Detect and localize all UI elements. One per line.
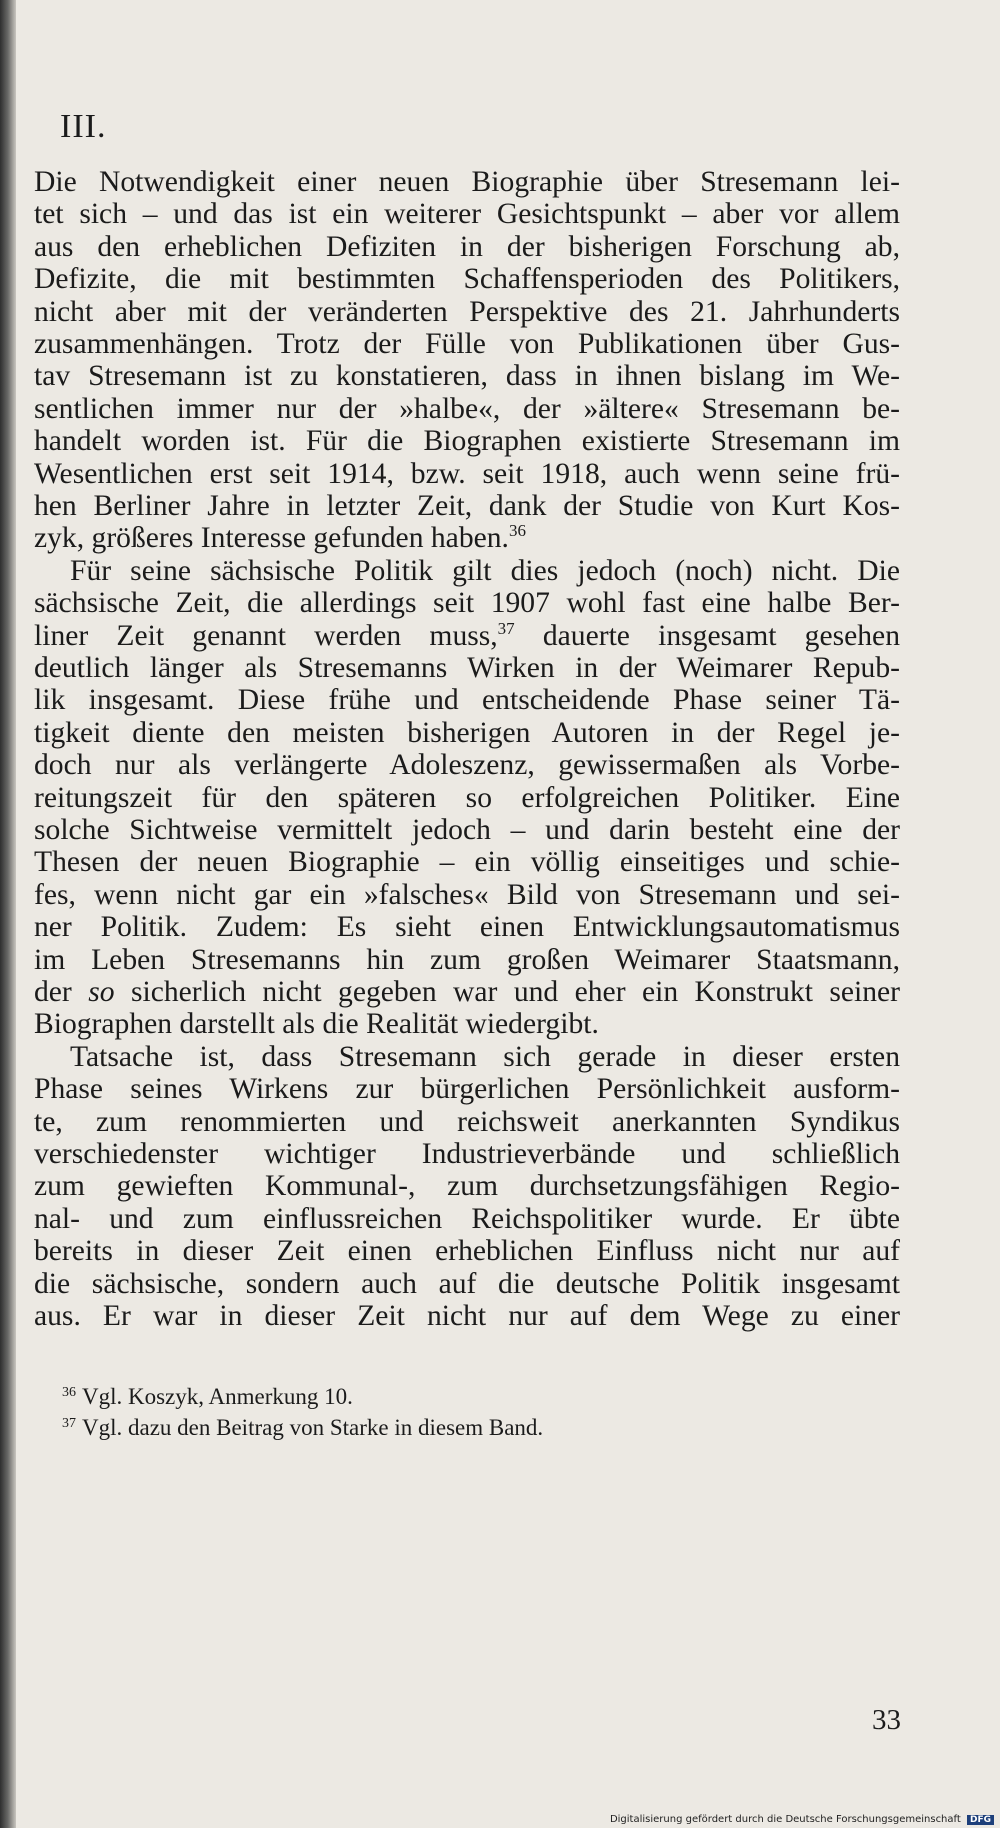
dfg-logo: DFG	[967, 1815, 994, 1825]
line-text: Biographen darstellt als die Realität wiedergibt.	[34, 1008, 599, 1041]
text-line	[34, 164, 900, 200]
line-text: solche Sichtweise vermittelt jedoch – und darin besteht eine der	[34, 814, 900, 846]
text-line	[34, 780, 900, 816]
line-text: nicht aber mit der veränderten Perspektive des 21. Jahrhunderts	[34, 295, 900, 328]
line-text: im Leben Stresemanns hin zum großen Weimarer Staatsmann,	[34, 943, 900, 976]
line-text: tigkeit diente den meisten bisherigen Autoren in der Regel je-	[34, 716, 900, 749]
line-text: deutlich länger als Stresemanns Wirken in der Weimarer Repub-	[34, 652, 900, 684]
text-line	[34, 358, 900, 394]
line-text: ner Politik. Zudem: Es sieht einen Entwicklungsautomatismus	[34, 911, 900, 944]
footnote-number: 36	[62, 1385, 76, 1400]
emphasis: so	[88, 976, 115, 1008]
line-text: aus den erheblichen Defiziten in der bisherigen Forschung ab,	[34, 230, 900, 263]
line-text: fes, wenn nicht gar ein »falsches« Bild von Stresemann und sei-	[34, 878, 900, 911]
text-line	[34, 229, 900, 265]
text-line	[34, 1136, 900, 1172]
text-line	[34, 585, 900, 621]
text-line	[34, 294, 900, 330]
line-text: Für seine sächsische Politik gilt dies jedoch (noch) nicht. Die	[70, 554, 900, 587]
line-text: tet sich – und das ist ein weiterer Gesichtspunkt – aber vor allem	[34, 198, 900, 231]
section-heading: III.	[60, 108, 107, 145]
line-text: reitungszeit für den späteren so erfolgreichen Politiker. Eine	[34, 781, 900, 814]
line-text: doch nur als verlängerte Adoleszenz, gewissermaßen als Vorbe-	[34, 749, 900, 782]
line-text: Die Notwendigkeit einer neuen Biographie über Stresemann lei-	[34, 166, 900, 198]
text-line	[34, 1298, 900, 1334]
text-line	[34, 456, 900, 492]
text-line	[34, 909, 900, 945]
text-line	[34, 488, 900, 524]
line-text: verschiedenster wichtiger Industrieverbände und schließlich	[34, 1138, 900, 1170]
line-text: Defizite, die mit bestimmten Schaffensperioden des Politikers,	[34, 263, 900, 296]
text-line	[34, 682, 900, 718]
line-text: sächsische Zeit, die allerdings seit 1907 wohl fast eine halbe Ber-	[34, 587, 900, 620]
text-line	[34, 812, 900, 848]
text-line	[34, 844, 900, 880]
line-text: der so sicherlich nicht gegeben war und eher ein Konstrukt seiner	[34, 976, 900, 1008]
text-line	[34, 1233, 900, 1269]
footnote-37	[62, 1414, 543, 1442]
text-line	[34, 715, 900, 751]
text-line	[34, 1071, 900, 1107]
line-text: hen Berliner Jahre in letzter Zeit, dank der Studie von Kurt Kos-	[34, 490, 900, 522]
text-line	[34, 942, 900, 978]
text-line	[34, 974, 900, 1010]
text-line	[34, 1104, 900, 1140]
line-text: Wesentlichen erst seit 1914, bzw. seit 1918, auch wenn seine frü-	[34, 457, 900, 490]
line-text: die sächsische, sondern auch auf die deutsche Politik insgesamt	[34, 1267, 900, 1300]
text-line	[34, 520, 900, 556]
text-line	[34, 391, 900, 427]
line-text: te, zum renommierten und reichsweit anerkannten Syndikus	[34, 1105, 900, 1138]
digitization-credit	[610, 1814, 994, 1825]
footnote-text: Vgl. Koszyk, Anmerkung 10.	[82, 1384, 353, 1409]
line-text: aus. Er war in dieser Zeit nicht nur auf dem Wege zu einer	[34, 1300, 900, 1332]
line-text-continuation: dauerte insgesamt gesehen	[514, 619, 900, 652]
text-line	[34, 618, 900, 654]
text-line	[70, 1039, 900, 1075]
line-text: Thesen der neuen Biographie – ein völlig einseitiges und schie-	[34, 846, 900, 879]
line-text: Phase seines Wirkens zur bürgerlichen Persönlichkeit ausform-	[34, 1073, 900, 1106]
line-text: tav Stresemann ist zu konstatieren, dass in ihnen bislang im We-	[34, 360, 900, 393]
text-line	[34, 196, 900, 232]
footnote-reference[interactable]: 36	[508, 521, 526, 541]
line-text: nal- und zum einflussreichen Reichspolitiker wurde. Er übte	[34, 1202, 900, 1235]
text-line	[34, 261, 900, 297]
line-text: liner Zeit genannt werden muss,	[34, 619, 498, 652]
line-text: zyk, größeres Interesse gefunden haben.	[34, 522, 509, 555]
text-line	[34, 326, 900, 362]
footnote-reference[interactable]: 37	[497, 618, 515, 638]
line-text: zum gewieften Kommunal-, zum durchsetzungsfähigen Regio-	[34, 1170, 900, 1203]
line-text: zusammenhängen. Trotz der Fülle von Publikationen über Gus-	[34, 328, 900, 360]
page-number: 33	[872, 1704, 901, 1736]
text-line	[34, 1266, 900, 1302]
text-line	[34, 1201, 900, 1237]
line-text: lik insgesamt. Diese frühe und entscheidende Phase seiner Tä-	[34, 684, 900, 717]
text-line	[34, 1168, 900, 1204]
text-line	[34, 650, 900, 686]
digitization-note: Digitalisierung gefördert durch die Deutsche Forschungsgemeinschaft	[609, 1814, 961, 1825]
line-text: Tatsache ist, dass Stresemann sich gerade in dieser ersten	[70, 1040, 900, 1073]
text-line	[34, 423, 900, 459]
footnote-number: 37	[62, 1416, 76, 1431]
text-line	[34, 747, 900, 783]
text-line	[34, 877, 900, 913]
line-text: handelt worden ist. Für die Biographen existierte Stresemann im	[34, 425, 900, 458]
footnote-36	[62, 1383, 353, 1411]
line-text: sentlichen immer nur der »halbe«, der »ältere« Stresemann be-	[34, 392, 900, 425]
text-line	[34, 1006, 900, 1042]
text-line	[70, 553, 900, 589]
footnote-text: Vgl. dazu den Beitrag von Starke in diesem Band.	[82, 1415, 544, 1440]
line-text: bereits in dieser Zeit einen erheblichen Einfluss nicht nur auf	[34, 1235, 900, 1268]
